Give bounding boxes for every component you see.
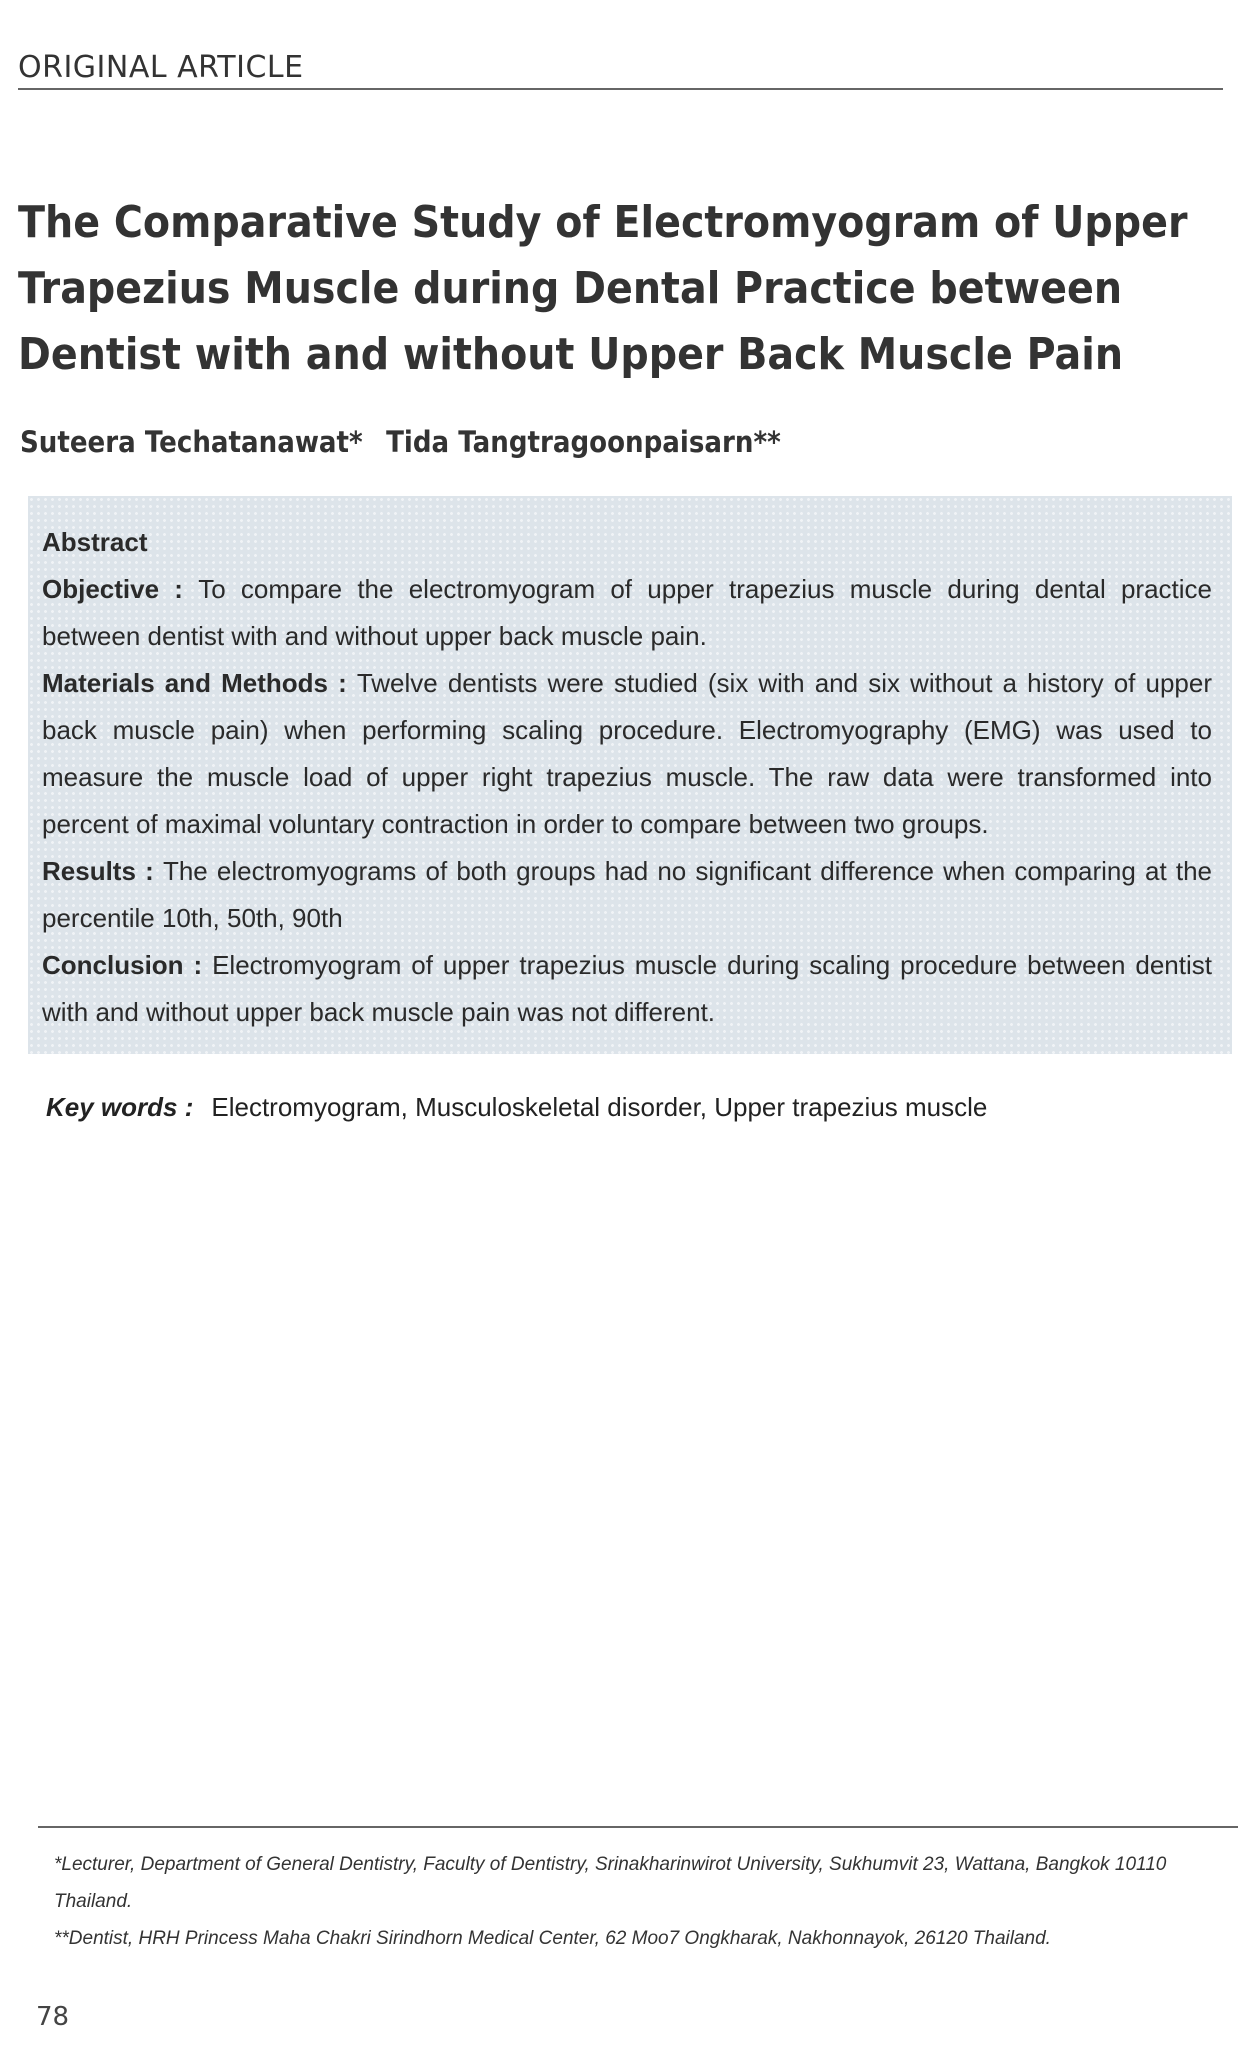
title-line: The Comparative Study of Electromyogram of Upper (18, 197, 1188, 248)
results-text: The electromyograms of both groups had no significant difference when comparing at the percentile 10th, 50th, 90th (42, 856, 1213, 933)
author-name: Suteera Techatanawat* (20, 425, 363, 459)
author-name: Tida Tangtragoonpaisarn** (386, 425, 781, 459)
page-number: 78 (36, 2002, 70, 2032)
header-divider (18, 88, 1223, 90)
keywords-text: Electromyogram, Musculoskeletal disorder, Upper trapezius muscle (211, 1092, 988, 1122)
abstract-conclusion (42, 942, 1212, 1036)
footnote: *Lecturer, Department of General Dentistry, Faculty of Dentistry, Srinakharinwirot University, Sukhumvit 23, Wattana, Bangkok 10110 Thailand. (54, 1854, 1167, 1912)
methods-label: Materials and Methods (42, 668, 328, 698)
title-line: Trapezius Muscle during Dental Practice between (18, 263, 1123, 314)
abstract-box (28, 496, 1232, 1054)
methods-text: Twelve dentists were studied (six with and six without a history of upper back muscle pain) when performing scaling procedure. Electromyography (EMG) was used to measure the muscle load of upper right trapezius muscle. The raw data were transformed into percent of maximal voluntary contraction in order to compare between two groups. (42, 668, 1212, 839)
keywords-label: Key words : (46, 1092, 194, 1122)
abstract-heading: Abstract (42, 527, 148, 557)
footnotes (54, 1846, 1234, 1957)
objective-label: Objective (42, 574, 160, 604)
author-list (20, 425, 781, 459)
conclusion-text: Electromyogram of upper trapezius muscle during scaling procedure between dentist with and without upper back muscle pain was not different. (42, 950, 1212, 1027)
conclusion-label: Conclusion (42, 950, 184, 980)
article-title (18, 190, 1188, 388)
label-separator: : (183, 950, 213, 980)
keywords (46, 1092, 987, 1123)
label-separator: : (159, 574, 199, 604)
footnote-divider (38, 1826, 1238, 1828)
title-line: Dentist with and without Upper Back Muscle Pain (18, 329, 1124, 380)
label-separator: : (328, 668, 357, 698)
footnote: **Dentist, HRH Princess Maha Chakri Sirindhorn Medical Center, 62 Moo7 Ongkharak, Nakhonnayok, 26120 Thailand. (54, 1928, 1051, 1949)
abstract-results (42, 848, 1212, 942)
objective-text: To compare the electromyogram of upper trapezius muscle during dental practice between dentist with and without upper back muscle pain. (42, 574, 1213, 651)
results-label: Results (42, 856, 136, 886)
abstract-objective (42, 566, 1212, 660)
abstract-methods (42, 660, 1212, 848)
section-label: ORIGINAL ARTICLE (18, 50, 304, 85)
label-separator: : (135, 856, 163, 886)
